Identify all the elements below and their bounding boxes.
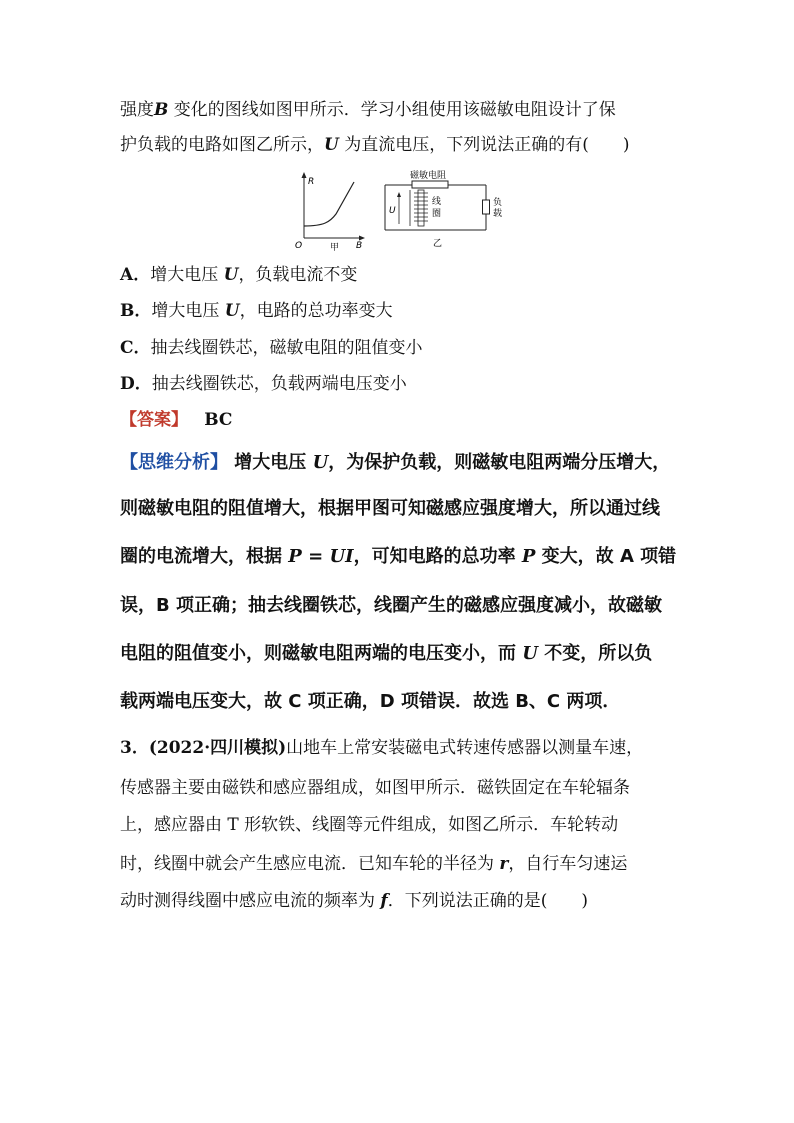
load-resistor — [483, 200, 490, 214]
q3-line-4 — [120, 852, 627, 876]
text: = — [301, 546, 330, 567]
text: 抽去线圈铁芯，磁敏电阻的阻值变小 — [150, 338, 423, 358]
var-P: P — [288, 546, 302, 567]
text: 不变，所以负 — [537, 643, 653, 664]
coil-label-2: 圈 — [432, 209, 442, 219]
graph-jia — [295, 172, 365, 253]
analysis-line-1 — [120, 450, 670, 476]
text: 传感器主要由磁铁和感应器组成，如图甲所示．磁铁固定在车轮辐条 — [120, 778, 630, 798]
text: 变大，故 A 项错 — [535, 546, 677, 567]
var-UI: UI — [329, 546, 354, 567]
text: 增大电压 — [150, 265, 224, 285]
circuit-yi — [385, 169, 502, 249]
q3-line-1 — [120, 736, 643, 760]
circuit-top-label: 磁敏电阻 — [410, 171, 447, 181]
analysis-line-2 — [120, 496, 660, 522]
option-a — [120, 263, 357, 287]
answer-line — [120, 408, 232, 432]
text: 动时测得线圈中感应电流的频率为 — [120, 891, 381, 911]
answer-value: BC — [204, 410, 233, 430]
graph-caption: 甲 — [330, 243, 340, 253]
text: 上，感应器由 T 形软铁、线圈等元件组成，如图乙所示．车轮转动 — [120, 815, 619, 835]
text: 时，线圈中就会产生感应电流．已知车轮的半径为 — [120, 854, 500, 874]
text: ，电路的总功率变大 — [239, 301, 393, 321]
q2-figure — [290, 168, 510, 254]
text: ，自行车匀速运 — [508, 854, 628, 874]
text: 为直流电压，下列说法正确的有( ) — [338, 135, 630, 155]
option-label: D． — [120, 374, 152, 394]
analysis-line-3 — [120, 544, 676, 570]
option-d — [120, 372, 407, 396]
q2-stem-line-2 — [120, 133, 630, 157]
question-source: (2022·四川模拟) — [148, 738, 287, 758]
analysis-line-5 — [120, 641, 652, 667]
text: 强度 — [120, 100, 154, 120]
coil-label-1: 线 — [432, 197, 442, 207]
text: 变化的图线如图甲所示．学习小组使用该磁敏电阻设计了保 — [168, 100, 616, 120]
text: 抽去线圈铁芯，负载两端电压变小 — [151, 374, 407, 394]
coil — [410, 190, 428, 226]
load-label-1: 负 — [493, 198, 503, 208]
graph-x-label: B — [356, 241, 363, 251]
q3-line-2 — [120, 776, 630, 800]
var-U: U — [324, 135, 339, 155]
text: 载两端电压变大，故 C 项正确，D 项错误．故选 B、C 两项． — [120, 691, 621, 712]
graph-origin: O — [295, 241, 303, 251]
q3-line-5 — [120, 889, 588, 913]
analysis-line-6 — [120, 689, 620, 715]
text: 电阻的阻值变小，则磁敏电阻两端的电压变小，而 — [120, 643, 523, 664]
q3-line-3 — [120, 813, 618, 837]
option-label: A． — [120, 265, 151, 285]
magnetoresistor — [412, 181, 448, 188]
var-U: U — [223, 265, 239, 285]
var-B: B — [154, 100, 169, 120]
var-U: U — [312, 452, 329, 473]
analysis-line-4 — [120, 593, 662, 619]
text: ，负载电流不变 — [238, 265, 358, 285]
var-U: U — [224, 301, 240, 321]
var-r: r — [499, 854, 509, 874]
text: 误，B 项正确；抽去线圈铁芯，线圈产生的磁感应强度减小，故磁敏 — [120, 595, 662, 616]
text: ，为保护负载，则磁敏电阻两端分压增大， — [328, 452, 671, 473]
graph-y-label: R — [308, 177, 315, 187]
text: 圈的电流增大，根据 — [120, 546, 289, 567]
text: 则磁敏电阻的阻值增大，根据甲图可知磁感应强度增大，所以通过线 — [120, 498, 660, 519]
option-label: C． — [120, 338, 151, 358]
text: 护负载的电路如图乙所示， — [120, 135, 324, 155]
analysis-tag: 【思维分析】 — [120, 452, 228, 473]
var-P: P — [521, 546, 536, 567]
var-U: U — [522, 643, 538, 664]
question-number: 3． — [120, 738, 149, 758]
text: 增大电压 — [151, 301, 225, 321]
option-c — [120, 336, 423, 360]
option-b — [120, 299, 393, 323]
answer-tag: 【答案】 — [120, 410, 188, 430]
option-label: B． — [120, 301, 152, 321]
text: 增大电压 — [234, 452, 313, 473]
text: ．下列说法正确的是( ) — [387, 891, 588, 911]
q2-stem-line-1 — [120, 98, 616, 122]
text: ，可知电路的总功率 — [353, 546, 522, 567]
circuit-source-label: U — [389, 206, 396, 216]
circuit-caption: 乙 — [433, 239, 443, 249]
var-f: f — [380, 891, 388, 911]
graph-curve — [304, 182, 354, 226]
load-label-2: 载 — [493, 209, 503, 219]
text: 山地车上常安装磁电式转速传感器以测量车速， — [286, 738, 644, 758]
